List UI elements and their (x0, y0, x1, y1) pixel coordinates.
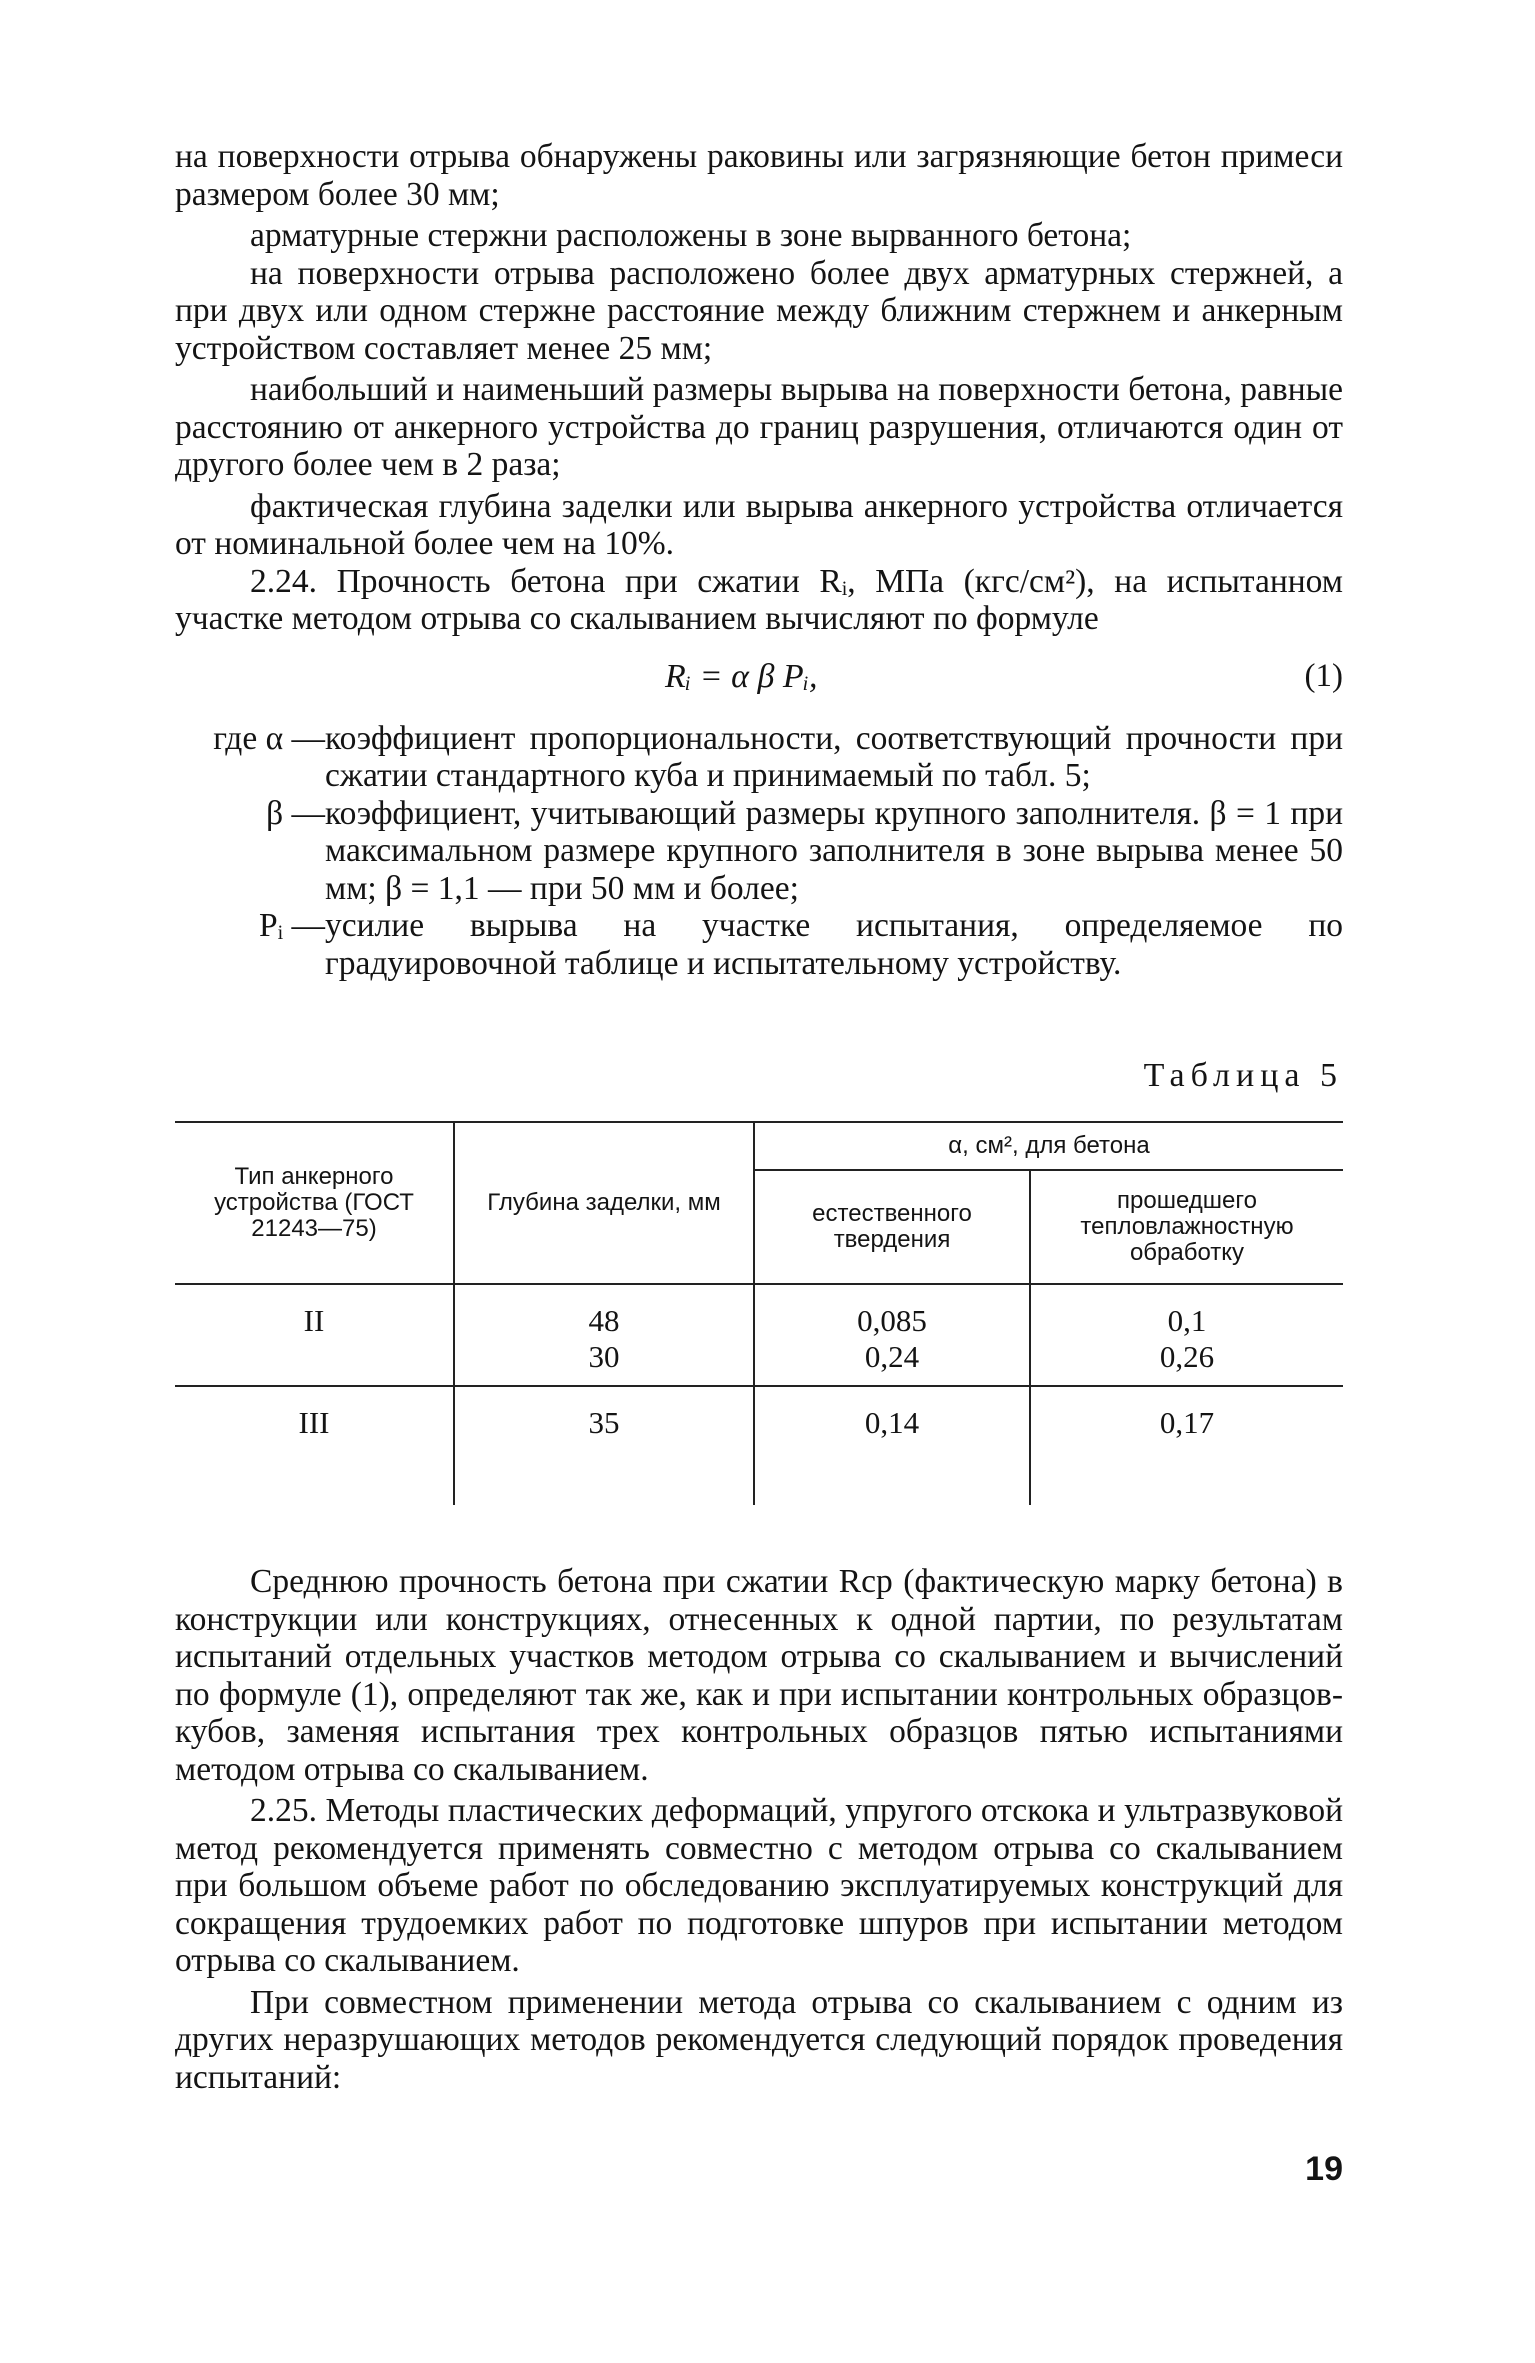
header-natural: естественного твердения (754, 1170, 1030, 1284)
where-text: коэффициент, учитывающий размеры крупного заполнителя. β = 1 при максимальном размере крупного заполнителя в зоне вырыва менее 50 мм; β = 1,1 — при 50 мм и более; (325, 794, 1343, 907)
cell-natural: 0,14 (754, 1386, 1030, 1505)
header-alpha: α, см², для бетона (754, 1122, 1343, 1170)
header-anchor-type: Тип анкерного устройства (ГОСТ 21243—75) (175, 1122, 454, 1284)
formula-text: Rᵢ = α β Pᵢ, (665, 657, 818, 695)
paragraph: на поверхности отрыва расположено более двух арматурных стержней, а при двух или одном стержне расстояние между ближним стержнем и анкерным устройством составляет менее 25 мм; (175, 254, 1343, 367)
paragraph: 2.24. Прочность бетона при сжатии Rᵢ, МПа (кгс/см²), на испытанном участке методом отрыва со скалыванием вычисляют по формуле (175, 562, 1343, 637)
table-caption: Таблица 5 (1143, 1057, 1343, 1094)
cell-type: II (303, 1303, 325, 1338)
cell-natural: 0,085 0,24 (754, 1284, 1030, 1386)
cell-depth: 48 30 (454, 1284, 754, 1386)
paragraph: При совместном применении метода отрыва со скалыванием с одним из других неразрушающих методов рекомендуется следующий порядок проведения испытаний: (175, 1983, 1343, 2096)
paragraph: 2.25. Методы пластических деформаций, упругого отскока и ультразвуковой метод рекомендуется применять совместно с методом отрыва со скалыванием при большом объеме работ по обследованию эксплуатируемых конструкций для сокращения трудоемких работ по подготовке шпуров при испытании методом отрыва со скалыванием. (175, 1792, 1343, 1979)
where-symbol: β — (266, 794, 325, 832)
where-item (175, 907, 1343, 982)
formula-number: (1) (1304, 657, 1343, 694)
header-heat-treated: прошедшего тепловлажностную обработку (1030, 1170, 1343, 1284)
cell-heat-treated: 0,17 (1030, 1386, 1343, 1505)
cell-heat-treated: 0,1 0,26 (1030, 1284, 1343, 1386)
paragraph: Среднюю прочность бетона при сжатии Rср (фактическую марку бетона) в конструкции или конструкциях, отнесенных к одной партии, по результатам испытаний отдельных участков методом отрыва со скалыванием и вычислений по формуле (1), определяют так же, как и при испытании контрольных образцов-кубов, заменяя испытания трех контрольных образцов пятью испытаниями методом отрыва со скалыванием. (175, 1563, 1343, 1788)
where-text: коэффициент пропорциональности, соответствующий прочности при сжатии стандартного куба и принимаемый по табл. 5; (325, 719, 1343, 794)
table-row (175, 1284, 1343, 1386)
document-page (175, 138, 1343, 2096)
where-item (175, 720, 1343, 795)
where-symbol: Pᵢ — (259, 907, 325, 944)
header-depth: Глубина заделки, мм (454, 1122, 754, 1284)
cell-type: III (298, 1405, 330, 1440)
where-text: усилие вырыва на участке испытания, определяемое по градуировочной таблице и испытательному устройству. (325, 907, 1343, 982)
paragraph: наибольший и наименьший размеры вырыва на поверхности бетона, равные расстоянию от анкерного устройства до границ разрушения, отличаются один от другого более чем в 2 раза; (175, 371, 1343, 483)
cell-depth: 35 (454, 1386, 754, 1505)
where-item (175, 795, 1343, 908)
formula (175, 652, 1343, 702)
paragraph: на поверхности отрыва обнаружены раковины или загрязняющие бетон примеси размером более 30 мм; (175, 138, 1343, 213)
paragraph: арматурные стержни расположены в зоне вырванного бетона; (250, 217, 1132, 254)
where-symbol: где α — (213, 719, 325, 757)
table-row (175, 1386, 1343, 1505)
where-list (175, 720, 1343, 983)
data-table (175, 1121, 1343, 1505)
page-number: 19 (1305, 2150, 1343, 2188)
paragraph: фактическая глубина заделки или вырыва анкерного устройства отличается от номинальной более чем на 10%. (175, 487, 1343, 562)
